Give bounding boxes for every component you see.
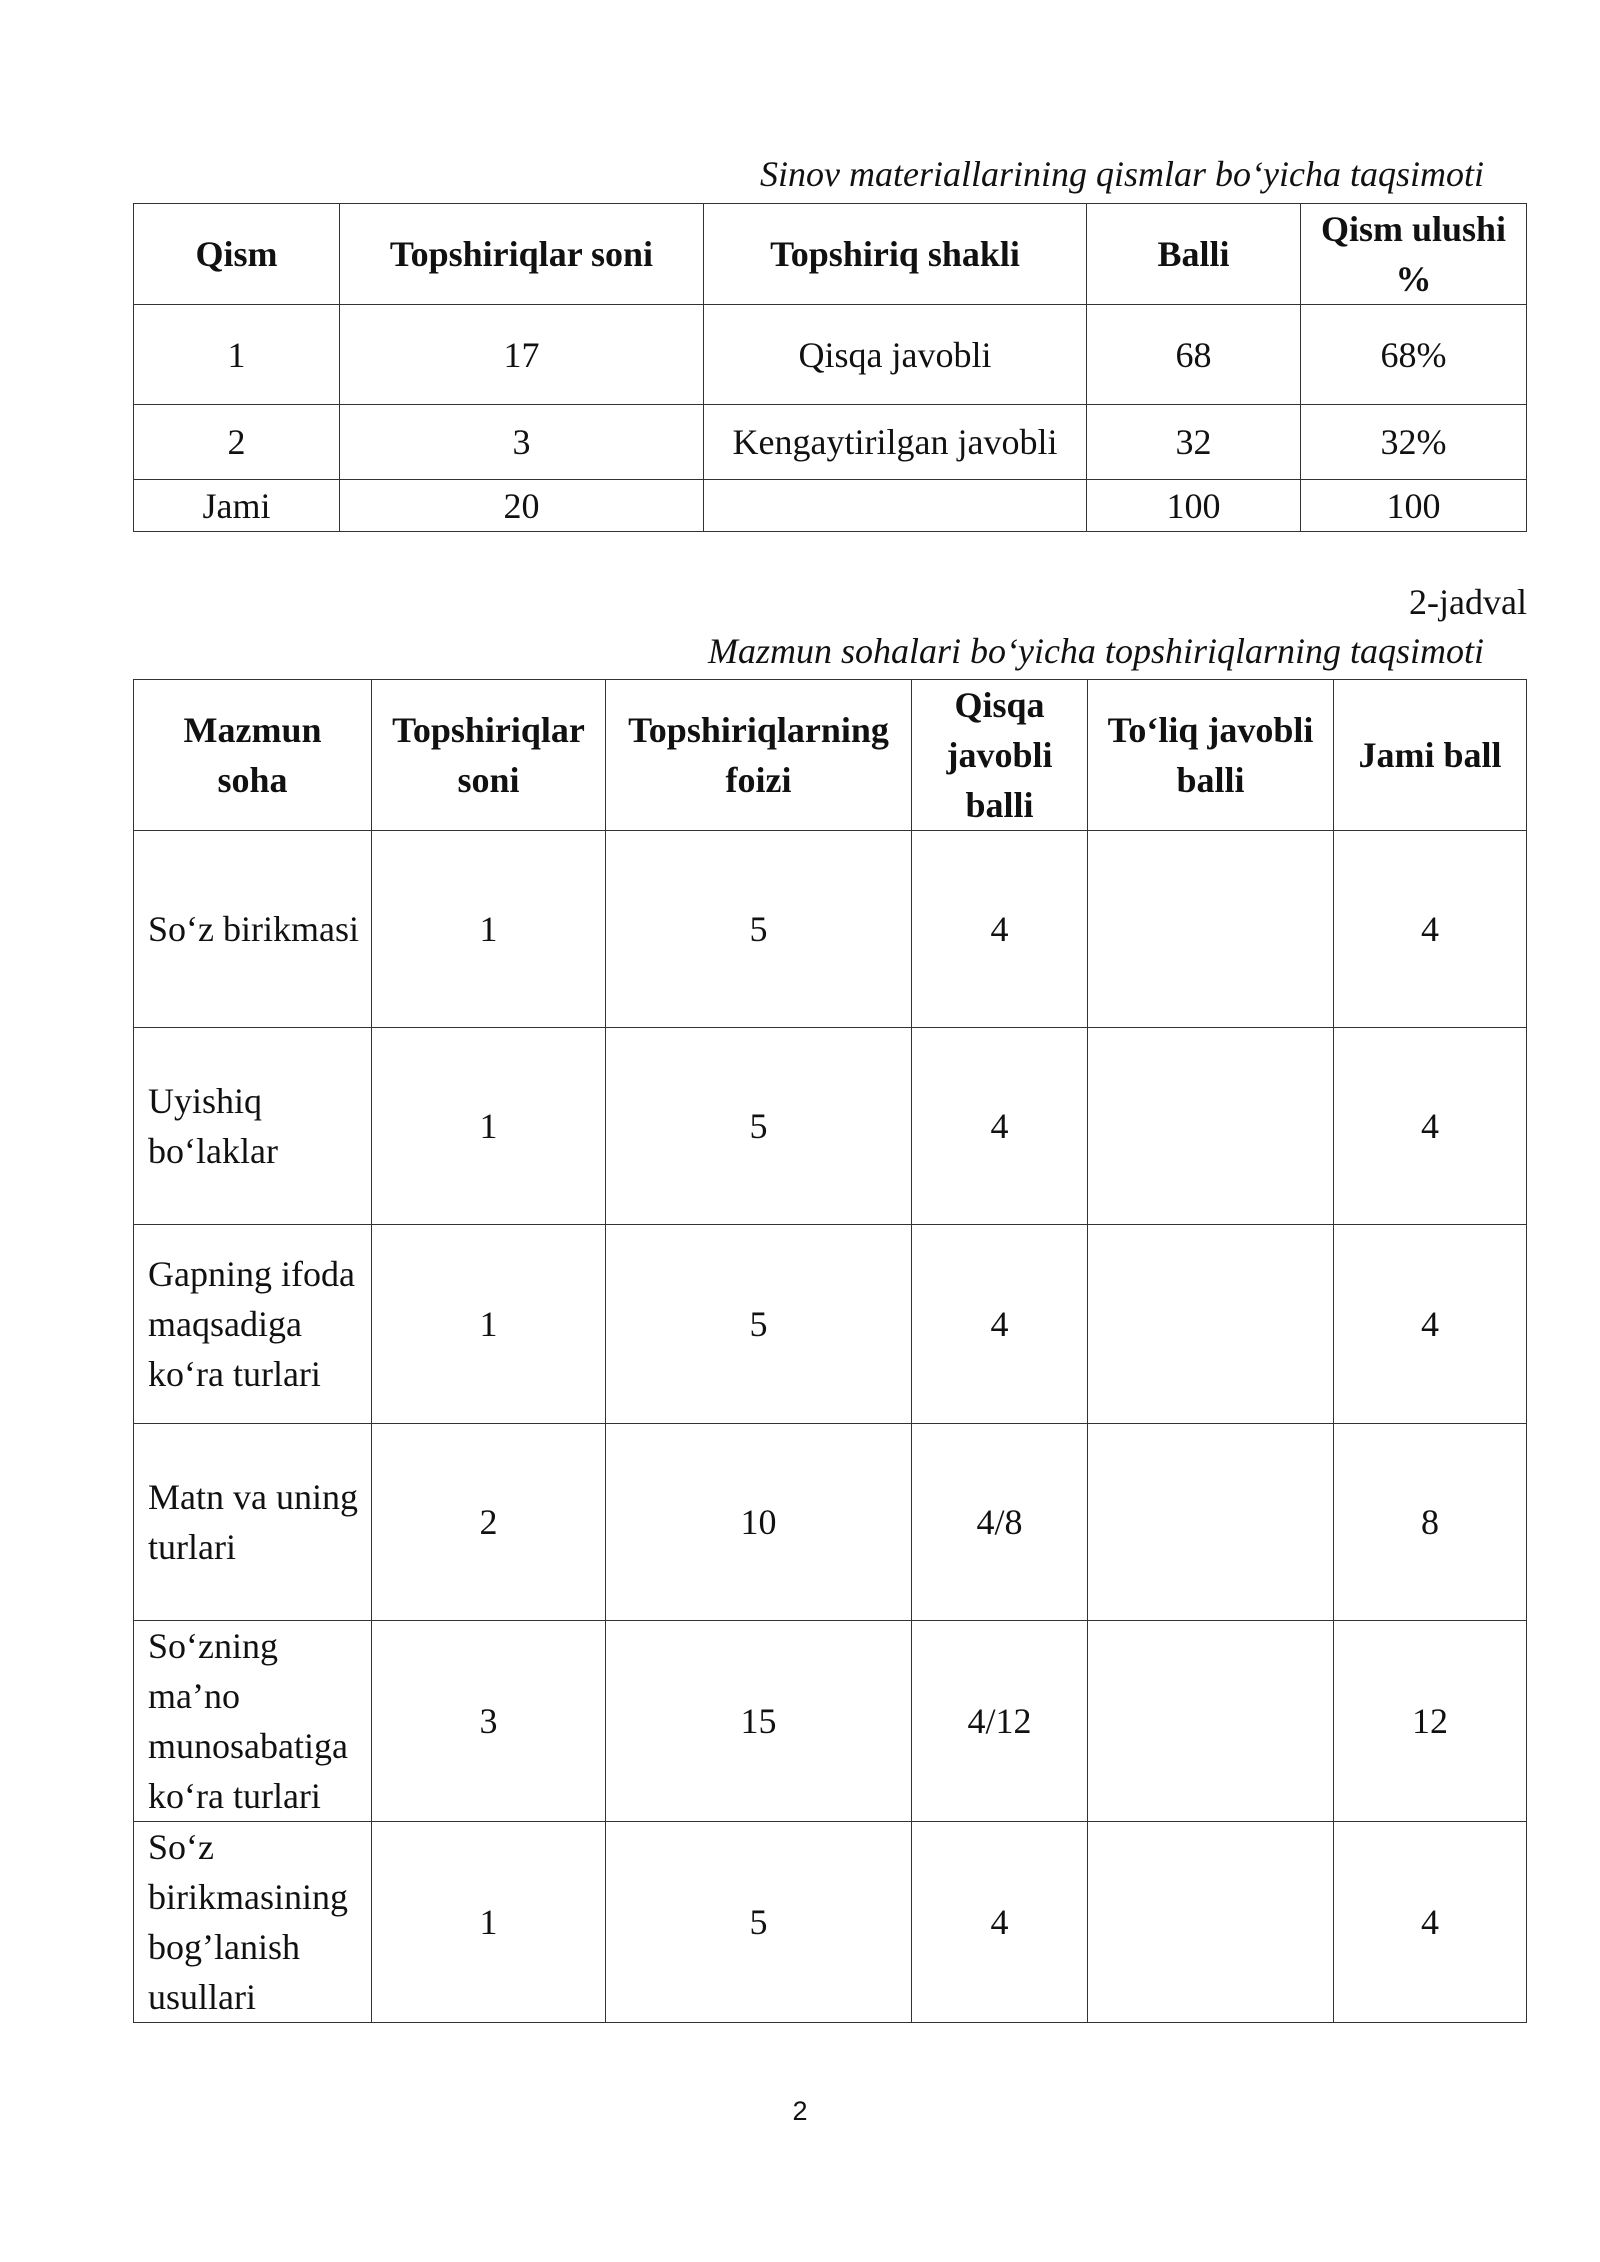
table-cell: 4 <box>912 1822 1088 2023</box>
table-cell: 12 <box>1334 1621 1527 1822</box>
header-balli: Balli <box>1087 204 1301 305</box>
table-cell: Qisqa javobli <box>704 305 1087 405</box>
table2-label: 2-jadval <box>1409 582 1527 622</box>
table-cell: 4 <box>912 1225 1088 1424</box>
table-header-row <box>134 204 1527 305</box>
table-cell: 2 <box>134 405 340 480</box>
table-header-row <box>134 680 1527 831</box>
table-cell <box>1088 1424 1334 1621</box>
table-cell: 4/8 <box>912 1424 1088 1621</box>
table-cell: 3 <box>372 1621 606 1822</box>
table-cell: So‘z birikmasining bog’lanish usullari <box>134 1822 372 2023</box>
table-cell: 3 <box>340 405 704 480</box>
table-cell: 4 <box>912 1028 1088 1225</box>
table-cell: 20 <box>340 480 704 532</box>
table-cell: 4 <box>1334 1822 1527 2023</box>
table-cell: 5 <box>606 1225 912 1424</box>
table-row <box>134 1822 1527 2023</box>
table-cell <box>1088 1822 1334 2023</box>
table-row <box>134 1028 1527 1225</box>
header-topshiriq-shakli: Topshiriq shakli <box>704 204 1087 305</box>
header-topshiriqlar-soni: Topshiriqlar soni <box>340 204 704 305</box>
table-cell: So‘zning ma’no munosabatiga ko‘ra turlari <box>134 1621 372 1822</box>
table-cell: 100 <box>1087 480 1301 532</box>
table-cell: 15 <box>606 1621 912 1822</box>
header-jami-ball: Jami ball <box>1334 680 1527 831</box>
table-cell: 1 <box>134 305 340 405</box>
distribution-by-parts-table <box>133 203 1527 532</box>
table2-caption: Mazmun sohalari bo‘yicha topshiriqlarning taqsimoti <box>707 631 1484 671</box>
distribution-by-content-table <box>133 679 1527 2023</box>
table-cell: 2 <box>372 1424 606 1621</box>
table-cell: 32% <box>1301 405 1527 480</box>
table-cell <box>1088 831 1334 1028</box>
table-row <box>134 1424 1527 1621</box>
table-cell: Gapning ifoda maqsadiga ko‘ra turlari <box>134 1225 372 1424</box>
header-qisqa-javobli-balli: Qisqa javobli balli <box>912 680 1088 831</box>
table-row <box>134 1621 1527 1822</box>
table-cell: 4 <box>1334 831 1527 1028</box>
table-cell: 100 <box>1301 480 1527 532</box>
table-total-row <box>134 480 1527 532</box>
table-cell: Matn va uning turlari <box>134 1424 372 1621</box>
table-cell: 32 <box>1087 405 1301 480</box>
header-qism: Qism <box>134 204 340 305</box>
header-mazmun-soha: Mazmun soha <box>134 680 372 831</box>
table-cell <box>1088 1225 1334 1424</box>
table-cell: 5 <box>606 831 912 1028</box>
header-topshiriqlar-soni: Topshiriqlar soni <box>372 680 606 831</box>
table1-caption: Sinov materiallarining qismlar bo‘yicha taqsimoti <box>760 154 1484 194</box>
header-topshiriqlarning-foizi: Topshiriqlarning foizi <box>606 680 912 831</box>
table-cell <box>704 480 1087 532</box>
table-cell: 5 <box>606 1822 912 2023</box>
header-toliq-javobli-balli: To‘liq javobli balli <box>1088 680 1334 831</box>
table-cell: 4/12 <box>912 1621 1088 1822</box>
table-row <box>134 305 1527 405</box>
table-cell: 4 <box>1334 1225 1527 1424</box>
table-cell: 4 <box>912 831 1088 1028</box>
table-cell: 1 <box>372 1225 606 1424</box>
table-cell: 4 <box>1334 1028 1527 1225</box>
table-cell: 8 <box>1334 1424 1527 1621</box>
table-cell: 68 <box>1087 305 1301 405</box>
header-qism-ulushi: Qism ulushi % <box>1301 204 1527 305</box>
table-row <box>134 1225 1527 1424</box>
table-cell <box>1088 1621 1334 1822</box>
table-cell: 17 <box>340 305 704 405</box>
table-cell <box>1088 1028 1334 1225</box>
table-cell: 10 <box>606 1424 912 1621</box>
table-cell: 1 <box>372 831 606 1028</box>
table-cell: So‘z birikmasi <box>134 831 372 1028</box>
page-number: 2 <box>792 2096 808 2126</box>
table-row <box>134 831 1527 1028</box>
table-cell: 5 <box>606 1028 912 1225</box>
table-cell: 68% <box>1301 305 1527 405</box>
table-cell: 1 <box>372 1028 606 1225</box>
table-row <box>134 405 1527 480</box>
table-cell: Kengaytirilgan javobli <box>704 405 1087 480</box>
table-cell: 1 <box>372 1822 606 2023</box>
table-cell: Jami <box>134 480 340 532</box>
table-cell: Uyishiq bo‘laklar <box>134 1028 372 1225</box>
